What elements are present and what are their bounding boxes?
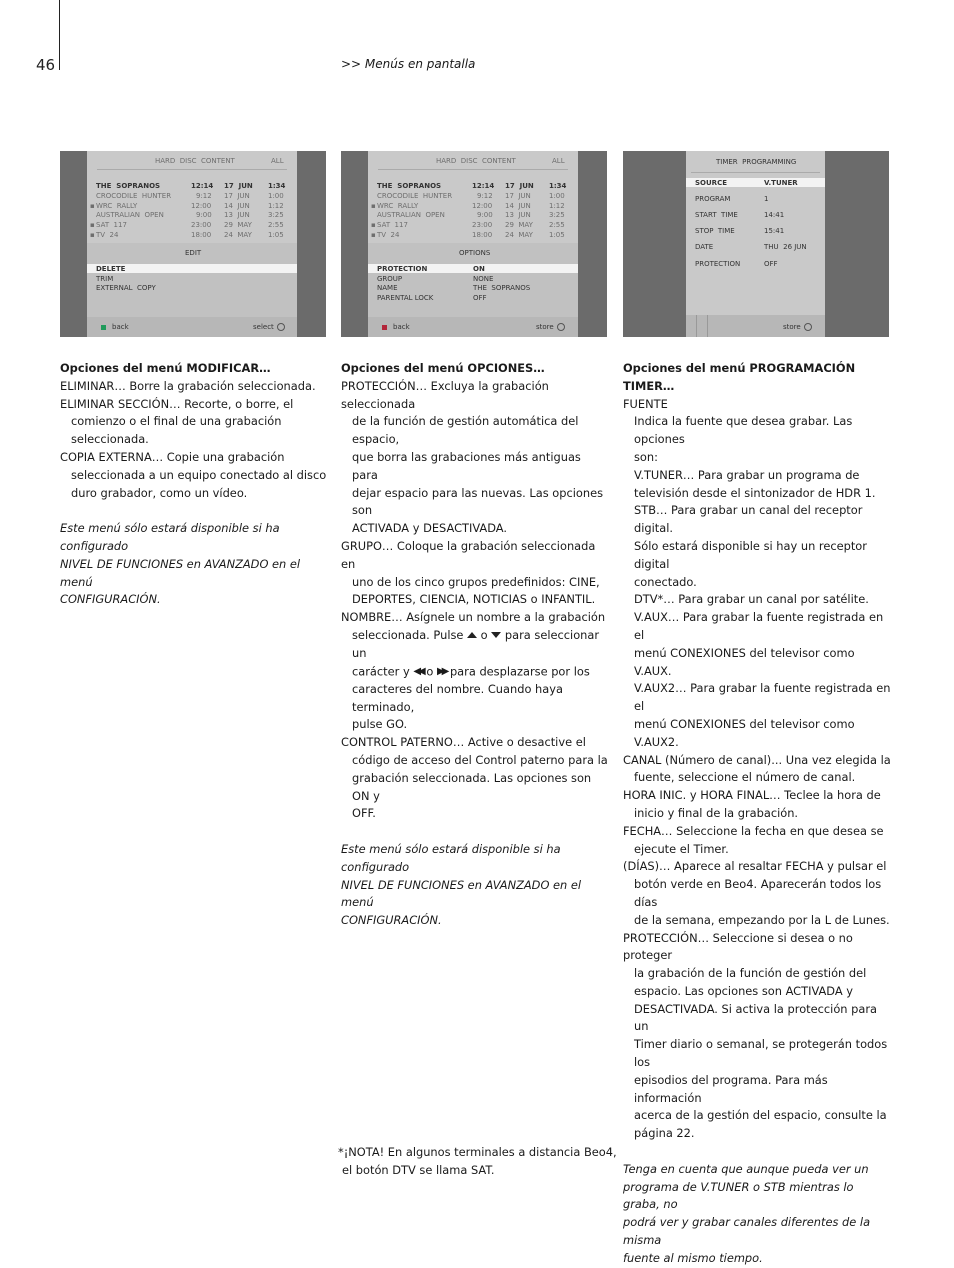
options-menu-screen: HARD DISC CONTENT ALL THE SOPRANOS 12:14 17 JUN 1:34 CROCODILE HUNTER 9:12 17 JUN 1:00 ▪ WRC RALLY 12:00 14 JUN 1:12 AUSTRALIAN OPEN 9:00 13 JUN 3:25 ▪ SAT 117 23:00 29 MAY 2:55 ▪ TV 24 18:00 24 MAY 1:05 OPTIONS PROTECTION ON GROUP NONE NAME THE SOPRANOS PARENTAL LOCK OFF back store xyxy=(341,151,607,337)
center-button-icon xyxy=(557,323,565,331)
store-button[interactable]: store xyxy=(536,323,565,331)
option-protection[interactable]: PROTECTION xyxy=(377,265,428,273)
center-button-icon xyxy=(277,323,285,331)
timer-programming-screen: TIMER PROGRAMMING SOURCE V.TUNER PROGRAM 1 START TIME 14:41 STOP TIME 15:41 DATE THU 26 JUN PROTECTION OFF store xyxy=(623,151,889,337)
recording-row[interactable]: AUSTRALIAN OPEN xyxy=(96,211,164,219)
field-date[interactable]: DATE xyxy=(695,243,714,251)
menu-item-external-copy[interactable]: EXTERNAL COPY xyxy=(96,284,156,292)
recording-row[interactable]: AUSTRALIAN OPEN xyxy=(377,211,445,219)
footnote: *¡NOTA! En algunos terminales a distancia Beo4, el botón DTV se llama SAT. xyxy=(338,1145,617,1177)
down-arrow-icon xyxy=(491,632,501,638)
filter-label: ALL xyxy=(552,157,565,165)
back-button[interactable]: back xyxy=(112,323,129,331)
heading: Opciones del menú PROGRAMACIÓN TIMER… xyxy=(623,361,856,393)
field-source[interactable]: SOURCE xyxy=(695,179,727,187)
recording-row[interactable]: TV 24 xyxy=(96,231,119,239)
edit-options-text: Opciones del menú MODIFICAR… ELIMINAR… Borre la grabación seleccionada. ELIMINAR SECCIÓN… Recorte, o borre, el comienzo o el final de una grabación seleccionada. COPIA EXTERNA… Copie una grabación seleccionada a un equipo conectado al disco duro grabador, como un vídeo. Este menú sólo estará disponible si ha configurado NIVEL DE FUNCIONES en AVANZADO en el menú CONFIGURACIÓN. xyxy=(60,361,327,607)
timer-options-text: Opciones del menú PROGRAMACIÓN TIMER… FUENTE Indica la fuente que desea grabar. Las opciones son: V.TUNER… Para grabar un programa de televisión desde el sintonizador de HDR 1. STB… Para grabar un canal del receptor digital. Sólo estará disponible si hay un receptor digital conectado. DTV*… Para grabar un canal por satélite. V.AUX… Para grabar la fuente registrada en el menú CONEXIONES del televisor como V.AUX. V.AUX2… Para grabar la fuente registrada en el menú CONEXIONES del televisor como V.AUX2. CANAL (Número de canal)... Una vez elegida la fuente, seleccione el número de canal. HORA INIC. y HORA FINAL… Teclee la hora de inicio y final de la grabación. FECHA… Seleccione la fecha en que desea se ejecute el Timer. (DÍAS)… Aparece al resaltar FECHA y pulsar el botón verde en Beo4. Aparecerán todos los días de la semana, empezando por la L de Lunes. PROTECCIÓN… Seleccione si desea o no proteger la grabación de la función de gestión del espacio. Las opciones son ACTIVADA y DESACTIVADA. Si activa la protección para un Timer diario o semanal, se protegerán todos los episodios del programa. Para más información acerca de la gestión del espacio, consulte la página 22. Tenga en cuenta que aunque pueda ver un programa de V.TUNER o STB mientras lo graba, no podrá ver y grabar canales diferentes de la misma fuente al mismo tiempo. xyxy=(623,361,891,1265)
heading: Opciones del menú MODIFICAR… xyxy=(60,361,271,375)
field-stop-time[interactable]: STOP TIME xyxy=(695,227,735,235)
rewind-icon: ◀◀ xyxy=(413,665,423,677)
screen-title: HARD DISC CONTENT xyxy=(155,157,235,165)
option-name[interactable]: NAME xyxy=(377,284,398,292)
menu-item-trim[interactable]: TRIM xyxy=(96,275,114,283)
recording-row[interactable]: SAT 117 xyxy=(96,221,127,229)
up-arrow-icon xyxy=(467,632,477,638)
menu-item-delete[interactable]: DELETE xyxy=(96,265,126,273)
recording-row[interactable]: SAT 117 xyxy=(377,221,408,229)
option-protection-value: ON xyxy=(473,265,485,273)
edit-menu-screen: HARD DISC CONTENT ALL THE SOPRANOS 12:14 17 JUN 1:34 CROCODILE HUNTER 9:12 17 JUN 1:00 ▪ WRC RALLY 12:00 14 JUN 1:12 AUSTRALIAN OPEN 9:00 13 JUN 3:25 ▪ SAT 117 23:00 29 MAY 2:55 ▪ TV 24 18:00 24 MAY 1:05 EDIT DELETE TRIM EXTERNAL COPY back select xyxy=(60,151,326,337)
recording-row[interactable]: TV 24 xyxy=(377,231,400,239)
recording-row[interactable]: THE SOPRANOS xyxy=(96,182,161,190)
back-button[interactable]: back xyxy=(393,323,410,331)
store-button[interactable]: store xyxy=(783,323,812,331)
red-button-icon xyxy=(382,325,387,330)
section-title: >> Menús en pantalla xyxy=(341,57,476,71)
field-program[interactable]: PROGRAM xyxy=(695,195,731,203)
panel-title: EDIT xyxy=(185,249,202,257)
page-number: 46 xyxy=(36,56,56,74)
field-source-value: V.TUNER xyxy=(764,179,798,187)
panel-title: OPTIONS xyxy=(459,249,491,257)
green-button-icon xyxy=(101,325,106,330)
recording-row[interactable]: CROCODILE HUNTER xyxy=(96,192,172,200)
option-parental-lock[interactable]: PARENTAL LOCK xyxy=(377,294,434,302)
recording-row[interactable]: WRC RALLY xyxy=(96,202,138,210)
recording-row[interactable]: CROCODILE HUNTER xyxy=(377,192,453,200)
field-protection[interactable]: PROTECTION xyxy=(695,260,741,268)
fast-forward-icon: ▶▶ xyxy=(436,665,447,677)
options-text: Opciones del menú OPCIONES… PROTECCIÓN… Excluya la grabación seleccionada de la función de gestión automática del espacio, que borra las grabaciones más antiguas para dejar espacio para las nuevas. Las opciones son ACTIVADA y DESACTIVADA. GRUPO… Coloque la grabación seleccionada en uno de los cinco grupos predefinidos: CINE, DEPORTES, CIENCIA, NOTICIAS o INFANTIL. NOMBRE… Asígnele un nombre a la grabación seleccionada. Pulse o para seleccionar un carácter y ◀◀ o ▶▶ para desplazarse por los caracteres del nombre. Cuando haya terminado, pulse GO. CONTROL PATERNO… Active o desactive el código de acceso del Control paterno para la grabación seleccionada. Las opciones son ON y OFF. Este menú sólo estará disponible si ha configurado NIVEL DE FUNCIONES en AVANZADO en el menú CONFIGURACIÓN. xyxy=(341,361,608,928)
center-button-icon xyxy=(804,323,812,331)
option-group[interactable]: GROUP xyxy=(377,275,403,283)
recording-row[interactable]: WRC RALLY xyxy=(377,202,419,210)
field-start-time[interactable]: START TIME xyxy=(695,211,738,219)
recording-row[interactable]: THE SOPRANOS xyxy=(377,182,442,190)
select-button[interactable]: select xyxy=(253,323,285,331)
heading: Opciones del menú OPCIONES… xyxy=(341,361,545,375)
screen-title: TIMER PROGRAMMING xyxy=(716,158,797,166)
margin-rule xyxy=(59,0,60,70)
screen-title: HARD DISC CONTENT xyxy=(436,157,516,165)
filter-label: ALL xyxy=(271,157,284,165)
